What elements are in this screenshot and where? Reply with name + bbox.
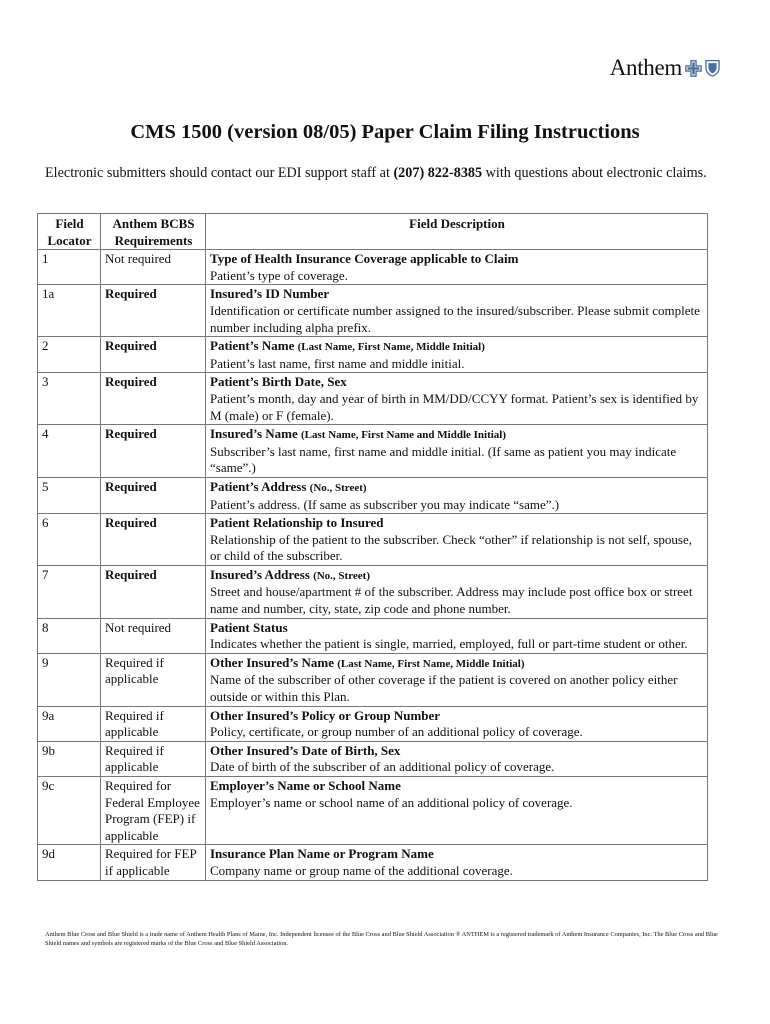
field-locator: 2 (38, 337, 101, 373)
field-description (206, 477, 708, 513)
field-name (210, 778, 704, 795)
field-description (206, 741, 708, 776)
requirement: Required (101, 285, 206, 337)
field-name (210, 251, 704, 268)
field-name-text: Insurance Plan Name or Program Name (210, 846, 434, 862)
table-row (38, 845, 708, 880)
requirement: Required if applicable (101, 741, 206, 776)
field-description-text: Relationship of the patient to the subscriber. Check “other” if relationship is not self, spouse, or child of the subscriber. (210, 531, 692, 564)
field-name (210, 743, 704, 760)
field-description (206, 706, 708, 741)
field-name (210, 374, 704, 391)
field-description (206, 618, 708, 653)
table-row (38, 477, 708, 513)
table-row (38, 777, 708, 845)
field-locator: 9d (38, 845, 101, 880)
header-requirements: Anthem BCBS Requirements (101, 214, 206, 250)
field-name-text: Insured’s ID Number (210, 286, 330, 302)
requirement: Required if applicable (101, 653, 206, 706)
edi-phone-number: (207) 822-8385 (393, 165, 483, 181)
field-description (206, 250, 708, 285)
field-locator: 9c (38, 777, 101, 845)
table-row (38, 565, 708, 618)
blue-shield-icon (705, 59, 720, 77)
table-row (38, 425, 708, 478)
field-name-qualifier: (No., Street) (313, 569, 370, 582)
field-locator: 8 (38, 618, 101, 653)
requirement: Not required (101, 618, 206, 653)
field-name-text: Patient’s Name (210, 338, 295, 354)
field-name (210, 655, 704, 673)
field-locator: 5 (38, 477, 101, 513)
field-description (206, 653, 708, 706)
requirement: Required (101, 514, 206, 566)
field-description-text: Subscriber’s last name, first name and middle initial. (If same as patient you may indicate “same”.) (210, 443, 677, 476)
field-locator: 9b (38, 741, 101, 776)
requirement: Required for FEP if applicable (101, 845, 206, 880)
table-row (38, 653, 708, 706)
page-title: CMS 1500 (version 08/05) Paper Claim Filing Instructions (130, 121, 640, 143)
table-row (38, 706, 708, 741)
table-row (38, 250, 708, 285)
field-description-text: Patient’s last name, first name and middle initial. (210, 355, 465, 371)
intro-text-after: with questions about electronic claims. (482, 165, 707, 181)
field-name (210, 515, 704, 532)
table-row (38, 285, 708, 337)
field-name-text: Other Insured’s Policy or Group Number (210, 707, 441, 723)
field-name-qualifier: (No., Street) (309, 481, 367, 494)
field-locator: 1 (38, 250, 101, 285)
field-description-text: Date of birth of the subscriber of an additional policy of coverage. (210, 759, 555, 775)
field-description (206, 845, 708, 880)
field-locator: 9 (38, 653, 101, 706)
field-description (206, 425, 708, 478)
field-name-text: Patient’s Birth Date, Sex (210, 374, 347, 390)
field-name-text: Employer’s Name or School Name (210, 778, 401, 793)
requirement: Required (101, 425, 206, 478)
field-description-text: Identification or certificate number assigned to the insured/subscriber. Please submit complete number including alpha prefix. (210, 302, 700, 335)
requirement: Required for Federal Employee Program (FEP) if applicable (101, 777, 206, 845)
table-row (38, 373, 708, 425)
brand-name: Anthem (609, 55, 682, 80)
table-row (38, 741, 708, 776)
header-field-locator: Field Locator (38, 214, 101, 250)
field-description-text: Name of the subscriber of other coverage if the patient is covered on another policy either outside or within this Plan. (210, 672, 678, 705)
intro-text-before: Electronic submitters should contact our EDI support staff at (45, 165, 394, 181)
field-locator: 9a (38, 706, 101, 741)
field-name-text: Other Insured’s Date of Birth, Sex (210, 742, 401, 758)
field-name-qualifier: (Last Name, First Name and Middle Initial) (301, 429, 507, 442)
field-locator: 7 (38, 565, 101, 618)
field-description (206, 373, 708, 425)
field-name (210, 567, 704, 585)
table-row (38, 514, 708, 566)
field-name-text: Patient’s Address (210, 478, 307, 494)
requirement: Required if applicable (101, 706, 206, 741)
field-description (206, 777, 708, 845)
field-name-text: Patient Status (210, 619, 288, 635)
field-name-text: Insured’s Name (210, 426, 298, 442)
requirement: Required (101, 337, 206, 373)
requirement: Required (101, 373, 206, 425)
field-name-qualifier: (Last Name, First Name, Middle Initial) (297, 341, 485, 354)
requirement: Required (101, 565, 206, 618)
requirement: Required (101, 477, 206, 513)
field-name (210, 708, 704, 725)
blue-cross-icon (685, 60, 702, 77)
field-description (206, 285, 708, 337)
table-row (38, 337, 708, 373)
field-description (206, 337, 708, 373)
field-name (210, 426, 704, 444)
field-description-text: Street and house/apartment # of the subscriber. Address may include post office box or street name and number, city, state, zip code and phone number. (210, 584, 693, 617)
claim-filing-table (37, 213, 708, 881)
header-field-description: Field Description (206, 214, 708, 250)
field-name (210, 286, 704, 303)
field-description-text: Employer’s name or school name of an additional policy of coverage. (210, 794, 573, 810)
anthem-logo (610, 55, 720, 81)
requirement: Not required (101, 250, 206, 285)
intro-paragraph (45, 164, 725, 182)
field-description-text: Policy, certificate, or group number of an additional policy of coverage. (210, 724, 583, 740)
field-locator: 1a (38, 285, 101, 337)
field-name (210, 338, 704, 356)
field-description-text: Indicates whether the patient is single, married, employed, full or part-time student or other. (210, 636, 688, 652)
field-name-text: Other Insured’s Name (210, 654, 334, 670)
field-description-text: Patient’s type of coverage. (210, 267, 348, 283)
field-locator: 6 (38, 514, 101, 566)
field-name-qualifier: (Last Name, First Name, Middle Initial) (337, 657, 525, 670)
table-row (38, 618, 708, 653)
field-locator: 4 (38, 425, 101, 478)
field-description-text: Patient’s month, day and year of birth in MM/DD/CCYY format. Patient’s sex is identified by M (male) or F (female). (210, 390, 699, 423)
legal-footer: Anthem Blue Cross and Blue Shield is a trade name of Anthem Health Plans of Maine, Inc. Independent licensee of the Blue Cross and Blue Shield Association ® ANTHEM is a registered trademark of Anthem Insurance Companies, Inc. The Blue Cross and Blue Shield names and symbols are registered marks of the Blue Cross and Blue Shield Association. (45, 931, 718, 947)
field-name (210, 846, 704, 863)
field-name-text: Patient Relationship to Insured (210, 515, 384, 531)
field-name (210, 620, 704, 637)
field-name-text: Insured’s Address (210, 566, 310, 582)
field-description (206, 514, 708, 566)
table-header-row (38, 214, 708, 250)
field-name-text: Type of Health Insurance Coverage applicable to Claim (210, 251, 519, 267)
field-locator: 3 (38, 373, 101, 425)
field-description (206, 565, 708, 618)
field-description-text: Company name or group name of the additional coverage. (210, 862, 513, 878)
field-description-text: Patient’s address. (If same as subscriber you may indicate “same”.) (210, 496, 560, 512)
field-name (210, 479, 704, 497)
